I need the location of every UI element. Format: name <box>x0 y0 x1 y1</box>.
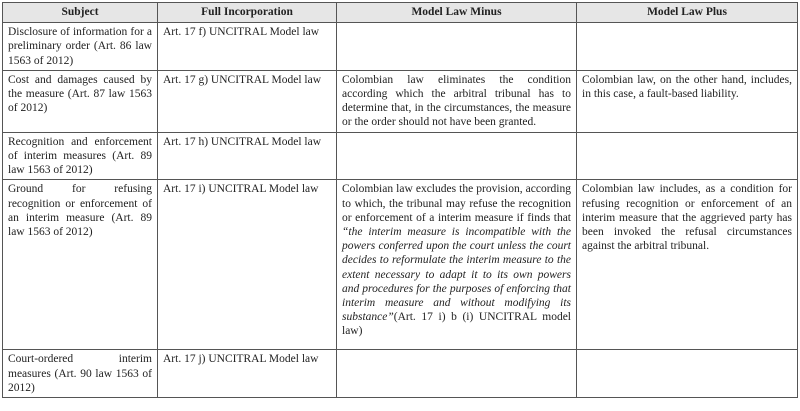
table-row <box>3 70 798 132</box>
table-row <box>3 132 798 180</box>
model-law-plus-cell: Colombian law includes, as a condition for refusing recognition or enforcement of an interim measure that the aggrieved party has been invoked the refusal circumstances against the arbitral tribunal. <box>577 180 798 350</box>
model-law-plus-cell <box>577 350 798 398</box>
subject-cell: Ground for refusing recognition or enforcement of an interim measure (Art. 89 law 1563 of 2012) <box>3 180 158 350</box>
model-law-minus-cell <box>337 180 577 350</box>
full-incorporation-cell: Art. 17 i) UNCITRAL Model law <box>158 180 337 350</box>
table-row <box>3 350 798 398</box>
model-law-plus-cell: Colombian law, on the other hand, includes, in this case, a fault-based liability. <box>577 70 798 132</box>
model-law-plus-cell <box>577 132 798 180</box>
comparison-table <box>2 2 798 398</box>
model-law-minus-cell <box>337 132 577 180</box>
subject-cell: Cost and damages caused by the measure (Art. 87 law 1563 of 2012) <box>3 70 158 132</box>
header-row <box>3 3 798 23</box>
subject-cell: Recognition and enforcement of interim measures (Art. 89 law 1563 of 2012) <box>3 132 158 180</box>
minus-quoted-text: “the interim measure is incompatible with the powers conferred upon the court unless the court decides to reformulate the interim measure to the extent necessary to adapt it to its own powers and procedures for the purposes of enforcing that interim measure and without modifying its substance” <box>342 226 571 324</box>
model-law-minus-cell: Colombian law eliminates the condition according which the arbitral tribunal has to determine that, in the circumstances, the measure or the order should not have been granted. <box>337 70 577 132</box>
full-incorporation-cell: Art. 17 j) UNCITRAL Model law <box>158 350 337 398</box>
model-law-plus-cell <box>577 23 798 71</box>
full-incorporation-cell: Art. 17 f) UNCITRAL Model law <box>158 23 337 71</box>
header-model-law-minus: Model Law Minus <box>337 3 577 23</box>
full-incorporation-cell: Art. 17 h) UNCITRAL Model law <box>158 132 337 180</box>
table-row <box>3 23 798 71</box>
header-subject: Subject <box>3 3 158 23</box>
header-model-law-plus: Model Law Plus <box>577 3 798 23</box>
table-row <box>3 180 798 350</box>
header-full-incorporation: Full Incorporation <box>158 3 337 23</box>
subject-cell: Disclosure of information for a preliminary order (Art. 86 law 1563 of 2012) <box>3 23 158 71</box>
model-law-minus-cell <box>337 23 577 71</box>
model-law-minus-cell <box>337 350 577 398</box>
full-incorporation-cell: Art. 17 g) UNCITRAL Model law <box>158 70 337 132</box>
subject-cell: Court-ordered interim measures (Art. 90 law 1563 of 2012) <box>3 350 158 398</box>
minus-intro-text: Colombian law excludes the provision, according to which, the tribunal may refuse the recognition or enforcement of a interim measure if finds that <box>342 183 571 224</box>
minus-citation-text: (Art. 17 i) b (i) UNCITRAL model law) <box>342 311 571 338</box>
